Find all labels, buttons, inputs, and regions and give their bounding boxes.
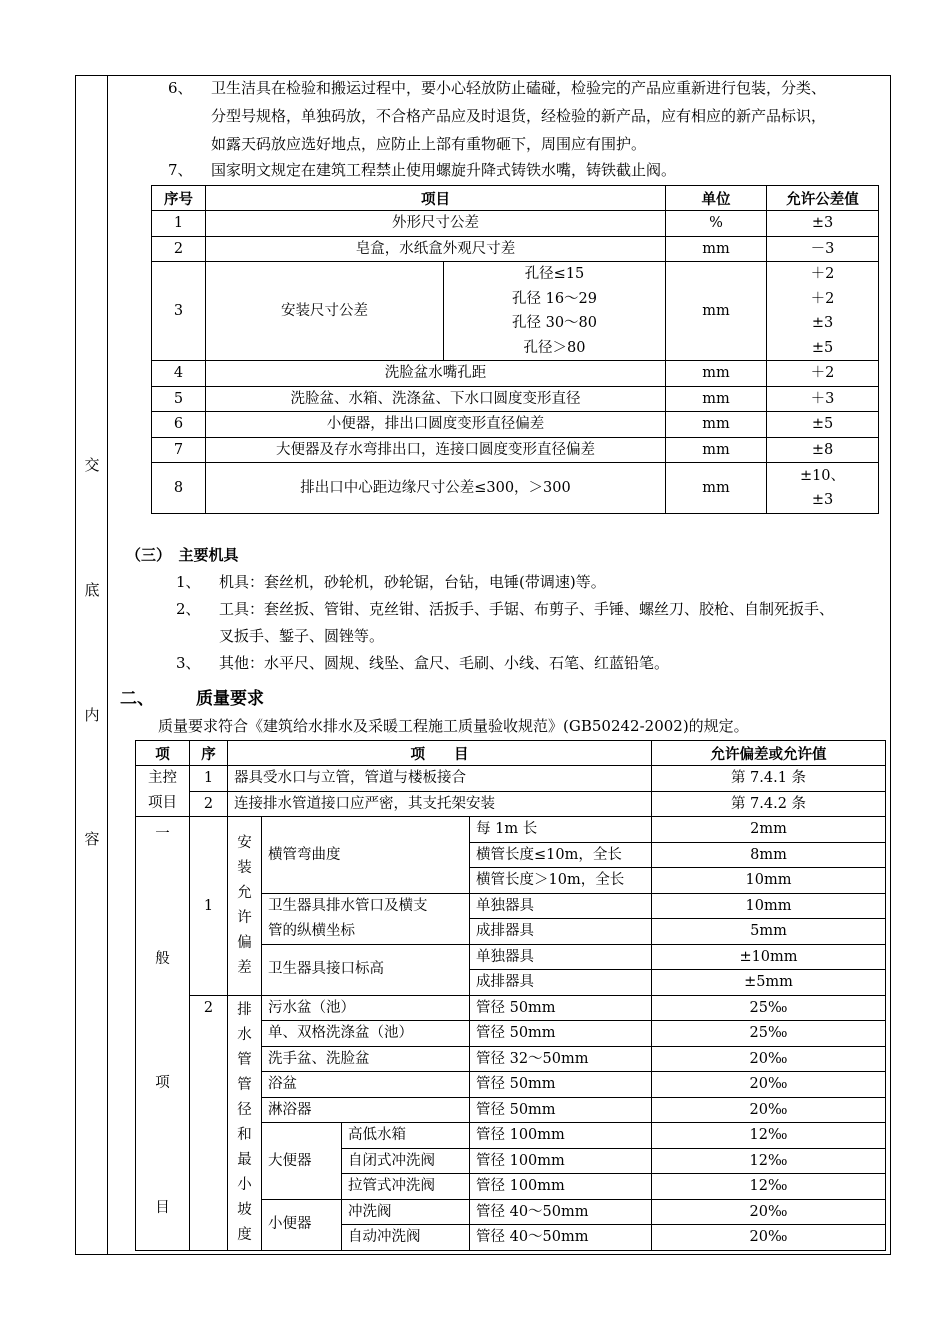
cell-item: 洗脸盆水嘴孔距 xyxy=(206,361,666,387)
side-label-char: 容 xyxy=(84,830,100,848)
cell-condition: 管径 100mm xyxy=(470,1148,652,1174)
group1-label xyxy=(228,817,262,996)
value-line: ±3 xyxy=(811,492,834,508)
group-label-char: 安 xyxy=(237,834,252,851)
cell-condition: 每 1m 长 xyxy=(470,817,652,843)
table-row xyxy=(136,791,886,817)
cell-value: 12‰ xyxy=(652,1148,886,1174)
cell-value: 20‰ xyxy=(652,1046,886,1072)
header-value: 允许偏差或允许值 xyxy=(652,741,886,766)
table-row xyxy=(136,766,886,792)
cell-no: 2 xyxy=(190,791,228,817)
cell-value: 10mm xyxy=(652,893,886,919)
list-text: 机具：套丝机，砂轮机，砂轮锯，台钻，电锤(带调速)等。 xyxy=(219,573,606,591)
cell-unit: % xyxy=(666,211,767,237)
side-label-char: 内 xyxy=(84,706,100,724)
category-label-char: 目 xyxy=(155,1199,170,1216)
side-label-char: 底 xyxy=(84,581,100,599)
cell-no: 2 xyxy=(152,236,206,262)
group-label-char: 许 xyxy=(237,909,252,926)
para6-line: 如露天码放应选好地点，应防止上部有重物砸下，周围应有围护。 xyxy=(211,135,647,153)
cell-item: 污水盆（池） xyxy=(262,995,470,1021)
cell-item: 器具受水口与立管，管道与楼板接合 xyxy=(228,766,652,792)
cell-value: 20‰ xyxy=(652,1199,886,1225)
cell-item: 浴盆 xyxy=(262,1072,470,1098)
header-unit: 单位 xyxy=(666,186,767,211)
cell-value: ±3 xyxy=(767,311,879,336)
cell-no: 5 xyxy=(152,386,206,412)
header-no: 序 xyxy=(190,741,228,766)
cell-item: 连接排水管道接口应严密，其支托架安装 xyxy=(228,791,652,817)
cell-value: ±5mm xyxy=(652,970,886,996)
category-label-line: 项目 xyxy=(148,795,177,811)
item-line: 管的纵横坐标 xyxy=(268,922,355,939)
cell-value: ±10mm xyxy=(652,944,886,970)
header-item: 项 目 xyxy=(228,741,652,766)
list-number: 3、 xyxy=(176,654,201,672)
cell-unit: mm xyxy=(666,437,767,463)
cell-condition: 横管长度≤10m，全长 xyxy=(470,842,652,868)
cell-condition: 管径 40～50mm xyxy=(470,1225,652,1251)
cell-value: ±5 xyxy=(767,412,879,438)
cell-value: 2mm xyxy=(652,817,886,843)
table-row xyxy=(152,437,879,463)
cell-condition: 管径 32～50mm xyxy=(470,1046,652,1072)
cell-subitem: 高低水箱 xyxy=(342,1123,470,1149)
header-category: 项 xyxy=(136,741,190,766)
cell-subitem: 冲洗阀 xyxy=(342,1199,470,1225)
table-header-row xyxy=(136,741,886,766)
table-header-row xyxy=(152,186,879,211)
category-label-char: 一 xyxy=(155,826,170,842)
cell-value: 20‰ xyxy=(652,1097,886,1123)
group-label-char: 小 xyxy=(237,1176,252,1193)
table-row xyxy=(152,463,879,514)
cell-item: 安装尺寸公差 xyxy=(206,262,444,361)
value-line: ±10、 xyxy=(799,467,846,484)
cell-item: 外形尺寸公差 xyxy=(206,211,666,237)
header-value: 允许公差值 xyxy=(767,186,879,211)
cell-value: 12‰ xyxy=(652,1174,886,1200)
group-label-char: 和 xyxy=(237,1126,252,1143)
cell-value: ±3 xyxy=(767,211,879,237)
group-label-char: 管 xyxy=(237,1051,252,1068)
para6-line: 卫生洁具在检验和搬运过程中，要小心轻放防止磕碰，检验完的产品应重新进行包装，分类、 xyxy=(211,79,827,97)
cell-item: 大便器 xyxy=(262,1123,342,1200)
cell-value: ＋2 xyxy=(767,262,879,287)
cell-unit: mm xyxy=(666,361,767,387)
group2-label xyxy=(228,995,262,1250)
para7-number: 7、 xyxy=(168,161,193,179)
cell-subitem: 孔径 30～80 xyxy=(444,311,666,336)
list-text-cont: 叉扳手、錾子、圆锉等。 xyxy=(219,627,385,645)
cell-no: 2 xyxy=(190,995,228,1250)
cell-unit: mm xyxy=(666,236,767,262)
cell-no: 4 xyxy=(152,361,206,387)
section2-number: 二、 xyxy=(120,689,154,709)
cell-subitem: 孔径＞80 xyxy=(444,336,666,361)
table-row xyxy=(136,817,886,843)
cell-value: 第 7.4.2 条 xyxy=(652,791,886,817)
section2-title: 质量要求 xyxy=(196,689,264,709)
cell-condition: 管径 100mm xyxy=(470,1174,652,1200)
list-number: 1、 xyxy=(176,573,201,591)
group-label-char: 排 xyxy=(237,1001,252,1018)
cell-condition: 管径 50mm xyxy=(470,995,652,1021)
cell-value: 8mm xyxy=(652,842,886,868)
side-label-char: 交 xyxy=(84,456,100,474)
tolerance-table xyxy=(151,185,879,514)
cell-unit: mm xyxy=(666,463,767,514)
table-row xyxy=(152,262,879,287)
cell-condition: 管径 40～50mm xyxy=(470,1199,652,1225)
cell-value: ＋2 xyxy=(767,287,879,312)
table-row xyxy=(152,412,879,438)
group-label-char: 允 xyxy=(237,884,252,901)
cell-value xyxy=(767,463,879,514)
cell-unit: mm xyxy=(666,386,767,412)
cell-value: 20‰ xyxy=(652,1225,886,1251)
cell-condition: 管径 50mm xyxy=(470,1072,652,1098)
category-general xyxy=(136,817,190,1251)
section3-title: （三） 主要机具 xyxy=(126,546,239,564)
category-label-line: 主控 xyxy=(148,770,177,786)
cell-condition: 成排器具 xyxy=(470,919,652,945)
cell-no: 1 xyxy=(152,211,206,237)
group-label-char: 径 xyxy=(237,1101,252,1118)
group-label-char: 偏 xyxy=(237,934,252,951)
cell-no: 1 xyxy=(190,766,228,792)
quality-table xyxy=(135,740,886,1251)
para6-line: 分型号规格，单独码放，不合格产品应及时退货，经检验的新产品，应有相应的新产品标识， xyxy=(211,107,827,125)
table-row xyxy=(136,995,886,1021)
group-label-char: 差 xyxy=(237,959,252,976)
cell-value: ＋3 xyxy=(767,386,879,412)
cell-subitem: 自动冲洗阀 xyxy=(342,1225,470,1251)
item-line: 卫生器具排水管口及横支 xyxy=(268,898,428,914)
list-text: 工具：套丝扳、管钳、克丝钳、活扳手、手锯、布剪子、手锤、螺丝刀、胶枪、自制死扳手、 xyxy=(219,600,835,618)
cell-item: 单、双格洗涤盆（池） xyxy=(262,1021,470,1047)
table-row xyxy=(152,361,879,387)
group-label-char: 度 xyxy=(237,1226,252,1243)
cell-value: 5mm xyxy=(652,919,886,945)
cell-item: 小便器，排出口圆度变形直径偏差 xyxy=(206,412,666,438)
cell-no: 7 xyxy=(152,437,206,463)
group-label-char: 水 xyxy=(237,1026,252,1043)
group-label-char: 坡 xyxy=(237,1201,252,1218)
cell-condition: 管径 50mm xyxy=(470,1021,652,1047)
cell-unit: mm xyxy=(666,412,767,438)
cell-condition: 管径 50mm xyxy=(470,1097,652,1123)
list-text: 其他：水平尺、圆规、线坠、盒尺、毛刷、小线、石笔、红蓝铅笔。 xyxy=(219,654,670,672)
section2-intro: 质量要求符合《建筑给水排水及采暖工程施工质量验收规范》(GB50242-2002)的规定。 xyxy=(158,717,749,735)
cell-item: 洗脸盆、水箱、洗涤盆、下水口圆度变形直径 xyxy=(206,386,666,412)
cell-condition: 单独器具 xyxy=(470,893,652,919)
category-label-char: 般 xyxy=(155,950,170,967)
cell-value: 25‰ xyxy=(652,995,886,1021)
cell-no: 1 xyxy=(190,817,228,996)
group-label-char: 装 xyxy=(237,859,252,876)
cell-condition: 单独器具 xyxy=(470,944,652,970)
cell-value: ＋2 xyxy=(767,361,879,387)
cell-item: 卫生器具接口标高 xyxy=(262,944,470,995)
para6-number: 6、 xyxy=(168,79,193,97)
cell-item: 横管弯曲度 xyxy=(262,817,470,894)
cell-value: ±8 xyxy=(767,437,879,463)
cell-subitem: 孔径≤15 xyxy=(444,262,666,287)
cell-no: 8 xyxy=(152,463,206,514)
group-label-char: 最 xyxy=(237,1151,252,1168)
cell-condition: 管径 100mm xyxy=(470,1123,652,1149)
cell-item: 洗手盆、洗脸盆 xyxy=(262,1046,470,1072)
cell-condition: 横管长度＞10m，全长 xyxy=(470,868,652,894)
table-row xyxy=(152,211,879,237)
cell-item: 大便器及存水弯排出口，连接口圆度变形直径偏差 xyxy=(206,437,666,463)
table-row xyxy=(152,236,879,262)
category-label-char: 项 xyxy=(155,1075,170,1091)
header-item: 项目 xyxy=(206,186,666,211)
cell-no: 6 xyxy=(152,412,206,438)
cell-item: 排出口中心距边缘尺寸公差≤300，＞300 xyxy=(206,463,666,514)
group-label-char: 管 xyxy=(237,1076,252,1093)
cell-item: 淋浴器 xyxy=(262,1097,470,1123)
list-number: 2、 xyxy=(176,600,201,618)
cell-subitem: 自闭式冲洗阀 xyxy=(342,1148,470,1174)
cell-value: 第 7.4.1 条 xyxy=(652,766,886,792)
cell-subitem: 孔径 16～29 xyxy=(444,287,666,312)
cell-item xyxy=(262,893,470,944)
cell-subitem: 拉管式冲洗阀 xyxy=(342,1174,470,1200)
cell-value: －3 xyxy=(767,236,879,262)
header-no: 序号 xyxy=(152,186,206,211)
cell-value: 12‰ xyxy=(652,1123,886,1149)
side-label-column xyxy=(76,76,108,1254)
cell-value: 25‰ xyxy=(652,1021,886,1047)
cell-condition: 成排器具 xyxy=(470,970,652,996)
table-row xyxy=(152,386,879,412)
cell-item: 皂盒，水纸盒外观尺寸差 xyxy=(206,236,666,262)
cell-item: 小便器 xyxy=(262,1199,342,1250)
cell-unit: mm xyxy=(666,262,767,361)
cell-value: 20‰ xyxy=(652,1072,886,1098)
cell-value: ±5 xyxy=(767,336,879,361)
category-main-control xyxy=(136,766,190,817)
cell-no: 3 xyxy=(152,262,206,361)
cell-value: 10mm xyxy=(652,868,886,894)
para7-text: 国家明文规定在建筑工程禁止使用螺旋升降式铸铁水嘴，铸铁截止阀。 xyxy=(211,161,677,179)
